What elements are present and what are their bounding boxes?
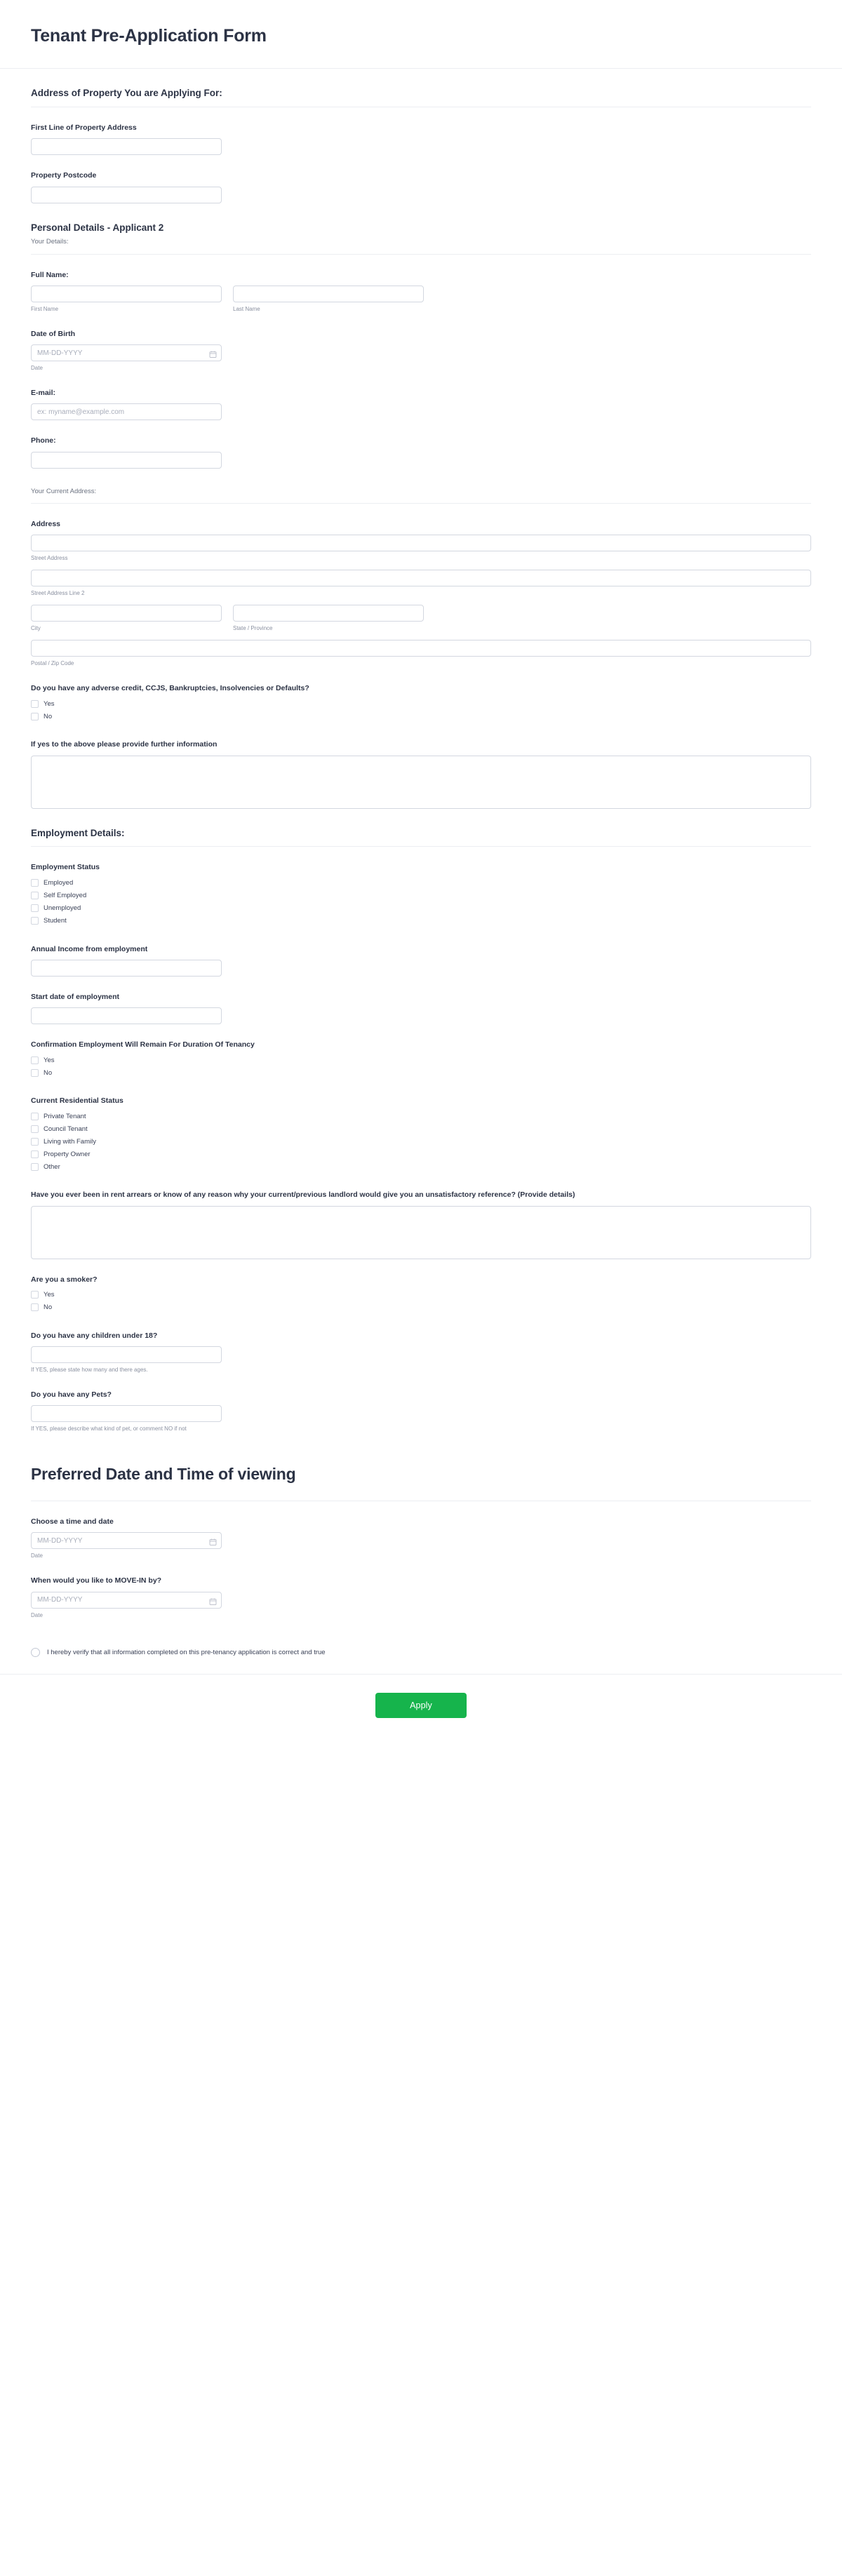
checkbox-icon[interactable]: [31, 1151, 39, 1158]
checkbox-icon[interactable]: [31, 1113, 39, 1120]
checkbox-icon[interactable]: [31, 1291, 39, 1299]
label-employment-start-date: Start date of employment: [31, 992, 120, 1001]
checkbox-row[interactable]: [31, 1162, 811, 1172]
sublabel-state-province: State / Province: [233, 625, 273, 632]
checkbox-row[interactable]: [31, 1303, 811, 1313]
label-viewing-datetime: Choose a time and date: [31, 1517, 114, 1527]
form-header: [0, 0, 842, 69]
verify-radio-icon[interactable]: [31, 1648, 40, 1657]
checkbox-icon[interactable]: [31, 713, 39, 720]
page-title: Tenant Pre-Application Form: [31, 26, 267, 46]
label-email: E-mail:: [31, 389, 56, 398]
sublabel-first-name: First Name: [31, 305, 59, 312]
label-smoker: Are you a smoker?: [31, 1275, 98, 1284]
label-full-name: Full Name:: [31, 270, 69, 279]
label-annual-income: Annual Income from employment: [31, 944, 148, 953]
section-title-employment: Employment Details:: [31, 827, 125, 838]
checkbox-label: Property Owner: [44, 1150, 91, 1158]
children-input[interactable]: [31, 1346, 222, 1363]
checkbox-label: No: [44, 1303, 53, 1312]
employment-status-options: [31, 878, 811, 926]
field-email: [31, 373, 811, 420]
first-name-input[interactable]: [31, 286, 222, 302]
field-first-line-address: [31, 107, 811, 155]
sublabel-city: City: [31, 625, 41, 632]
checkbox-row[interactable]: [31, 1111, 811, 1121]
smoker-options: [31, 1290, 811, 1313]
apply-button[interactable]: Apply: [375, 1693, 467, 1718]
checkbox-row[interactable]: [31, 904, 811, 913]
section-title-property-address: Address of Property You are Applying For:: [31, 88, 222, 99]
field-adverse-credit: [31, 668, 811, 721]
section-subtitle-current-address: Your Current Address:: [31, 487, 97, 495]
checkbox-row[interactable]: [31, 916, 811, 926]
form-footer: [0, 1674, 842, 1739]
sublabel-street-address-line2: Street Address Line 2: [31, 590, 85, 597]
state-province-input[interactable]: [233, 605, 424, 622]
sublabel-viewing-datetime: Date: [31, 1552, 43, 1559]
field-adverse-credit-details: [31, 724, 811, 808]
last-name-col: [233, 286, 424, 314]
section-title-preferred-viewing: Preferred Date and Time of viewing: [31, 1465, 296, 1484]
label-residential-status: Current Residential Status: [31, 1096, 123, 1106]
field-rent-arrears: [31, 1174, 811, 1259]
checkbox-row[interactable]: [31, 1136, 811, 1146]
checkbox-icon[interactable]: [31, 879, 39, 887]
date-of-birth-wrapper: [31, 344, 222, 361]
label-move-in-date: When would you like to MOVE-IN by?: [31, 1576, 162, 1585]
checkbox-icon[interactable]: [31, 917, 39, 925]
city-input[interactable]: [31, 605, 222, 622]
field-employment-confirmation: [31, 1024, 811, 1078]
adverse-credit-details-textarea[interactable]: [31, 756, 811, 809]
section-preferred-viewing: [31, 1433, 811, 1501]
field-property-postcode: [31, 155, 811, 203]
section-title-personal-details: Personal Details - Applicant 2: [31, 222, 164, 233]
phone-input[interactable]: [31, 452, 222, 469]
checkbox-icon[interactable]: [31, 892, 39, 899]
viewing-datetime-input[interactable]: [31, 1532, 222, 1549]
checkbox-row[interactable]: [31, 878, 811, 888]
checkbox-icon[interactable]: [31, 904, 39, 912]
checkbox-label: Student: [44, 916, 67, 925]
checkbox-icon[interactable]: [31, 1056, 39, 1064]
field-employment-status: [31, 847, 811, 925]
label-employment-status: Employment Status: [31, 863, 100, 872]
label-children: Do you have any children under 18?: [31, 1331, 158, 1340]
spacer: [31, 598, 811, 605]
sublabel-children: If YES, please state how many and there ages.: [31, 1367, 148, 1374]
pets-input[interactable]: [31, 1405, 222, 1422]
label-employment-confirmation: Confirmation Employment Will Remain For Duration Of Tenancy: [31, 1040, 255, 1049]
field-phone: [31, 420, 811, 468]
checkbox-label: No: [44, 712, 53, 720]
checkbox-label: Self Employed: [44, 891, 87, 899]
checkbox-label: Unemployed: [44, 904, 81, 912]
checkbox-row[interactable]: [31, 711, 811, 721]
field-full-name: [31, 255, 811, 314]
checkbox-row[interactable]: [31, 1124, 811, 1134]
street-address-line2-input[interactable]: [31, 570, 811, 586]
residential-status-options: [31, 1111, 811, 1172]
field-viewing-datetime: [31, 1501, 811, 1560]
checkbox-icon[interactable]: [31, 1138, 39, 1146]
first-line-address-input[interactable]: [31, 138, 222, 155]
checkbox-icon[interactable]: [31, 1163, 39, 1171]
section-employment-details: [31, 809, 811, 847]
full-name-row: [31, 286, 811, 314]
move-in-date-wrapper: [31, 1592, 222, 1609]
label-pets: Do you have any Pets?: [31, 1390, 112, 1400]
sublabel-date-of-birth: Date: [31, 365, 43, 372]
field-children: [31, 1315, 811, 1374]
viewing-datetime-wrapper: [31, 1532, 222, 1549]
email-input[interactable]: [31, 403, 222, 420]
checkbox-icon[interactable]: [31, 700, 39, 708]
checkbox-label: Yes: [44, 699, 55, 708]
street-address-input[interactable]: [31, 535, 811, 551]
checkbox-row[interactable]: [31, 699, 811, 709]
section-property-address: [31, 69, 811, 107]
sublabel-last-name: Last Name: [233, 305, 260, 312]
verify-row[interactable]: [31, 1620, 811, 1674]
section-subtitle-your-details: Your Details:: [31, 238, 69, 246]
form-body: [0, 69, 842, 1674]
annual-income-input[interactable]: [31, 960, 222, 977]
postal-zip-input[interactable]: [31, 640, 811, 657]
adverse-credit-options: [31, 699, 811, 721]
checkbox-label: Other: [44, 1162, 60, 1171]
label-first-line-address: First Line of Property Address: [31, 123, 137, 133]
checkbox-icon[interactable]: [31, 1069, 39, 1077]
field-move-in-date: [31, 1560, 811, 1619]
spacer: [31, 563, 811, 570]
checkbox-icon[interactable]: [31, 1303, 39, 1311]
checkbox-label: Employed: [44, 878, 74, 887]
sublabel-move-in-date: Date: [31, 1611, 43, 1618]
checkbox-label: Living with Family: [44, 1137, 96, 1146]
rent-arrears-textarea[interactable]: [31, 1206, 811, 1259]
field-employment-start-date: [31, 977, 811, 1024]
field-residential-status: [31, 1080, 811, 1172]
employment-start-date-input[interactable]: [31, 1007, 222, 1024]
employment-confirmation-options: [31, 1055, 811, 1078]
section-personal-details: [31, 203, 811, 255]
city-col: [31, 605, 222, 633]
field-annual-income: [31, 929, 811, 977]
sublabel-postal-zip: Postal / Zip Code: [31, 660, 74, 667]
checkbox-label: Private Tenant: [44, 1112, 86, 1120]
checkbox-label: Yes: [44, 1056, 55, 1064]
spacer: [31, 633, 811, 640]
city-state-row: [31, 605, 811, 633]
label-adverse-credit-details: If yes to the above please provide further information: [31, 740, 218, 749]
state-col: [233, 605, 424, 633]
first-name-col: [31, 286, 222, 314]
checkbox-row[interactable]: [31, 1055, 811, 1065]
label-address: Address: [31, 519, 61, 528]
checkbox-row[interactable]: [31, 1149, 811, 1159]
verify-label: I hereby verify that all information completed on this pre-tenancy application is correct and true: [47, 1648, 326, 1656]
label-property-postcode: Property Postcode: [31, 171, 97, 180]
property-postcode-input[interactable]: [31, 187, 222, 203]
field-date-of-birth: [31, 314, 811, 373]
sublabel-street-address: Street Address: [31, 555, 68, 562]
move-in-date-input[interactable]: [31, 1592, 222, 1609]
checkbox-row[interactable]: [31, 891, 811, 901]
field-address: [31, 504, 811, 668]
checkbox-row[interactable]: [31, 1290, 811, 1300]
sublabel-pets: If YES, please describe what kind of pet, or comment NO if not: [31, 1425, 187, 1433]
label-adverse-credit: Do you have any adverse credit, CCJS, Bankruptcies, Insolvencies or Defaults?: [31, 684, 309, 693]
field-smoker: [31, 1259, 811, 1313]
checkbox-label: Council Tenant: [44, 1125, 88, 1133]
checkbox-label: Yes: [44, 1291, 55, 1299]
label-phone: Phone:: [31, 436, 56, 445]
date-of-birth-input[interactable]: [31, 344, 222, 361]
checkbox-icon[interactable]: [31, 1125, 39, 1133]
last-name-input[interactable]: [233, 286, 424, 302]
field-pets: [31, 1374, 811, 1433]
label-date-of-birth: Date of Birth: [31, 329, 75, 338]
label-rent-arrears: Have you ever been in rent arrears or know of any reason why your current/previous landlord would give you an unsatisfactory reference? (Provide details): [31, 1190, 575, 1200]
section-current-address: [31, 469, 811, 504]
checkbox-row[interactable]: [31, 1068, 811, 1078]
checkbox-label: No: [44, 1068, 53, 1077]
